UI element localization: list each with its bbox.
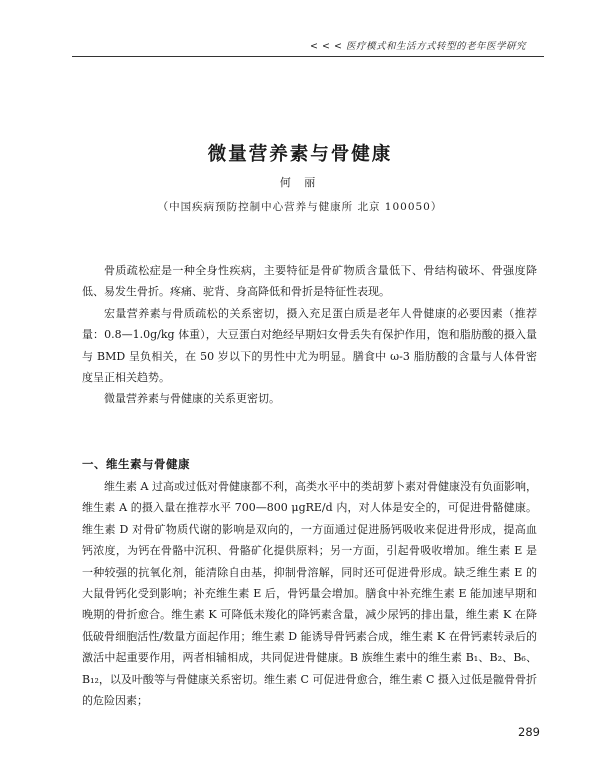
article-author: 何 丽 (279, 176, 321, 189)
author-affiliation: （中国疾病预防控制中心营养与健康所 北京 100050） (157, 201, 443, 213)
header-rule (72, 56, 544, 57)
abstract-paragraph-3: 微量营养素与骨健康的关系更密切。 (104, 392, 280, 406)
abstract (82, 260, 537, 410)
page-number: 289 (518, 725, 540, 739)
section-paragraph: 维生素 A 过高或过低对骨健康都不利，高类水平中的类胡萝卜素对骨健康没有负面影响，维生素 A 的摄入量在推荐水平 700—800 μgRE/d 内，对人体是安全的，可促进骨骼健康。维生素 D 对骨矿物质代谢的影响是双向的，一方面通过促进肠钙吸收来促进骨形成，提高血钙浓度，为钙在骨骼中沉积、骨骼矿化提供原料；另一方面，引起骨吸收增加。维生素 E 是一种较强的抗氧化剂，能清除自由基，抑制骨溶解，同时还可促进骨形成。缺乏维生素 E 的大鼠骨钙化受到影响；补充维生素 E 后，骨钙量会增加。膳食中补充维生素 E 能加速早期和晚期的骨折愈合。维生素 K 可降低未羧化的降钙素含量，减少尿钙的排出量，维生素 K 在降低破骨细胞活性/数量方面起作用；维生素 D 能诱导骨钙素合成，维生素 K 在骨钙素转录后的激活中起重要作用，两者相辅相成，共同促进骨健康。B 族维生素中的维生素 B₁、B₂、B₆、B₁₂，以及叶酸等与骨健康关系密切。维生素 C 可促进骨愈合，维生素 C 摄入过低是髋骨骨折的危险因素； (82, 480, 537, 708)
abstract-paragraph-2: 宏量营养素与骨质疏松的关系密切，摄入充足蛋白质是老年人骨健康的必要因素（推荐量：0.8—1.0g/kg 体重），大豆蛋白对绝经早期妇女骨丢失有保护作用，饱和脂肪酸的摄入量与 BMD 呈负相关，在 50 岁以下的男性中尤为明显。膳食中 ω-3 脂肪酸的含量与人体骨密度呈正相关趋势。 (82, 306, 537, 385)
section-heading: 一、维生素与骨健康 (82, 457, 190, 471)
abstract-paragraph-1: 骨质疏松症是一种全身性疾病，主要特征是骨矿物质含量低下、骨结构破坏、骨强度降低、易发生骨折。疼痛、驼背、身高降低和骨折是特征性表现。 (82, 264, 537, 299)
running-header: < < < 医疗模式和生活方式转型的老年医学研究 (310, 41, 526, 52)
section-body (82, 476, 537, 711)
article-title: 微量营养素与骨健康 (207, 144, 393, 165)
